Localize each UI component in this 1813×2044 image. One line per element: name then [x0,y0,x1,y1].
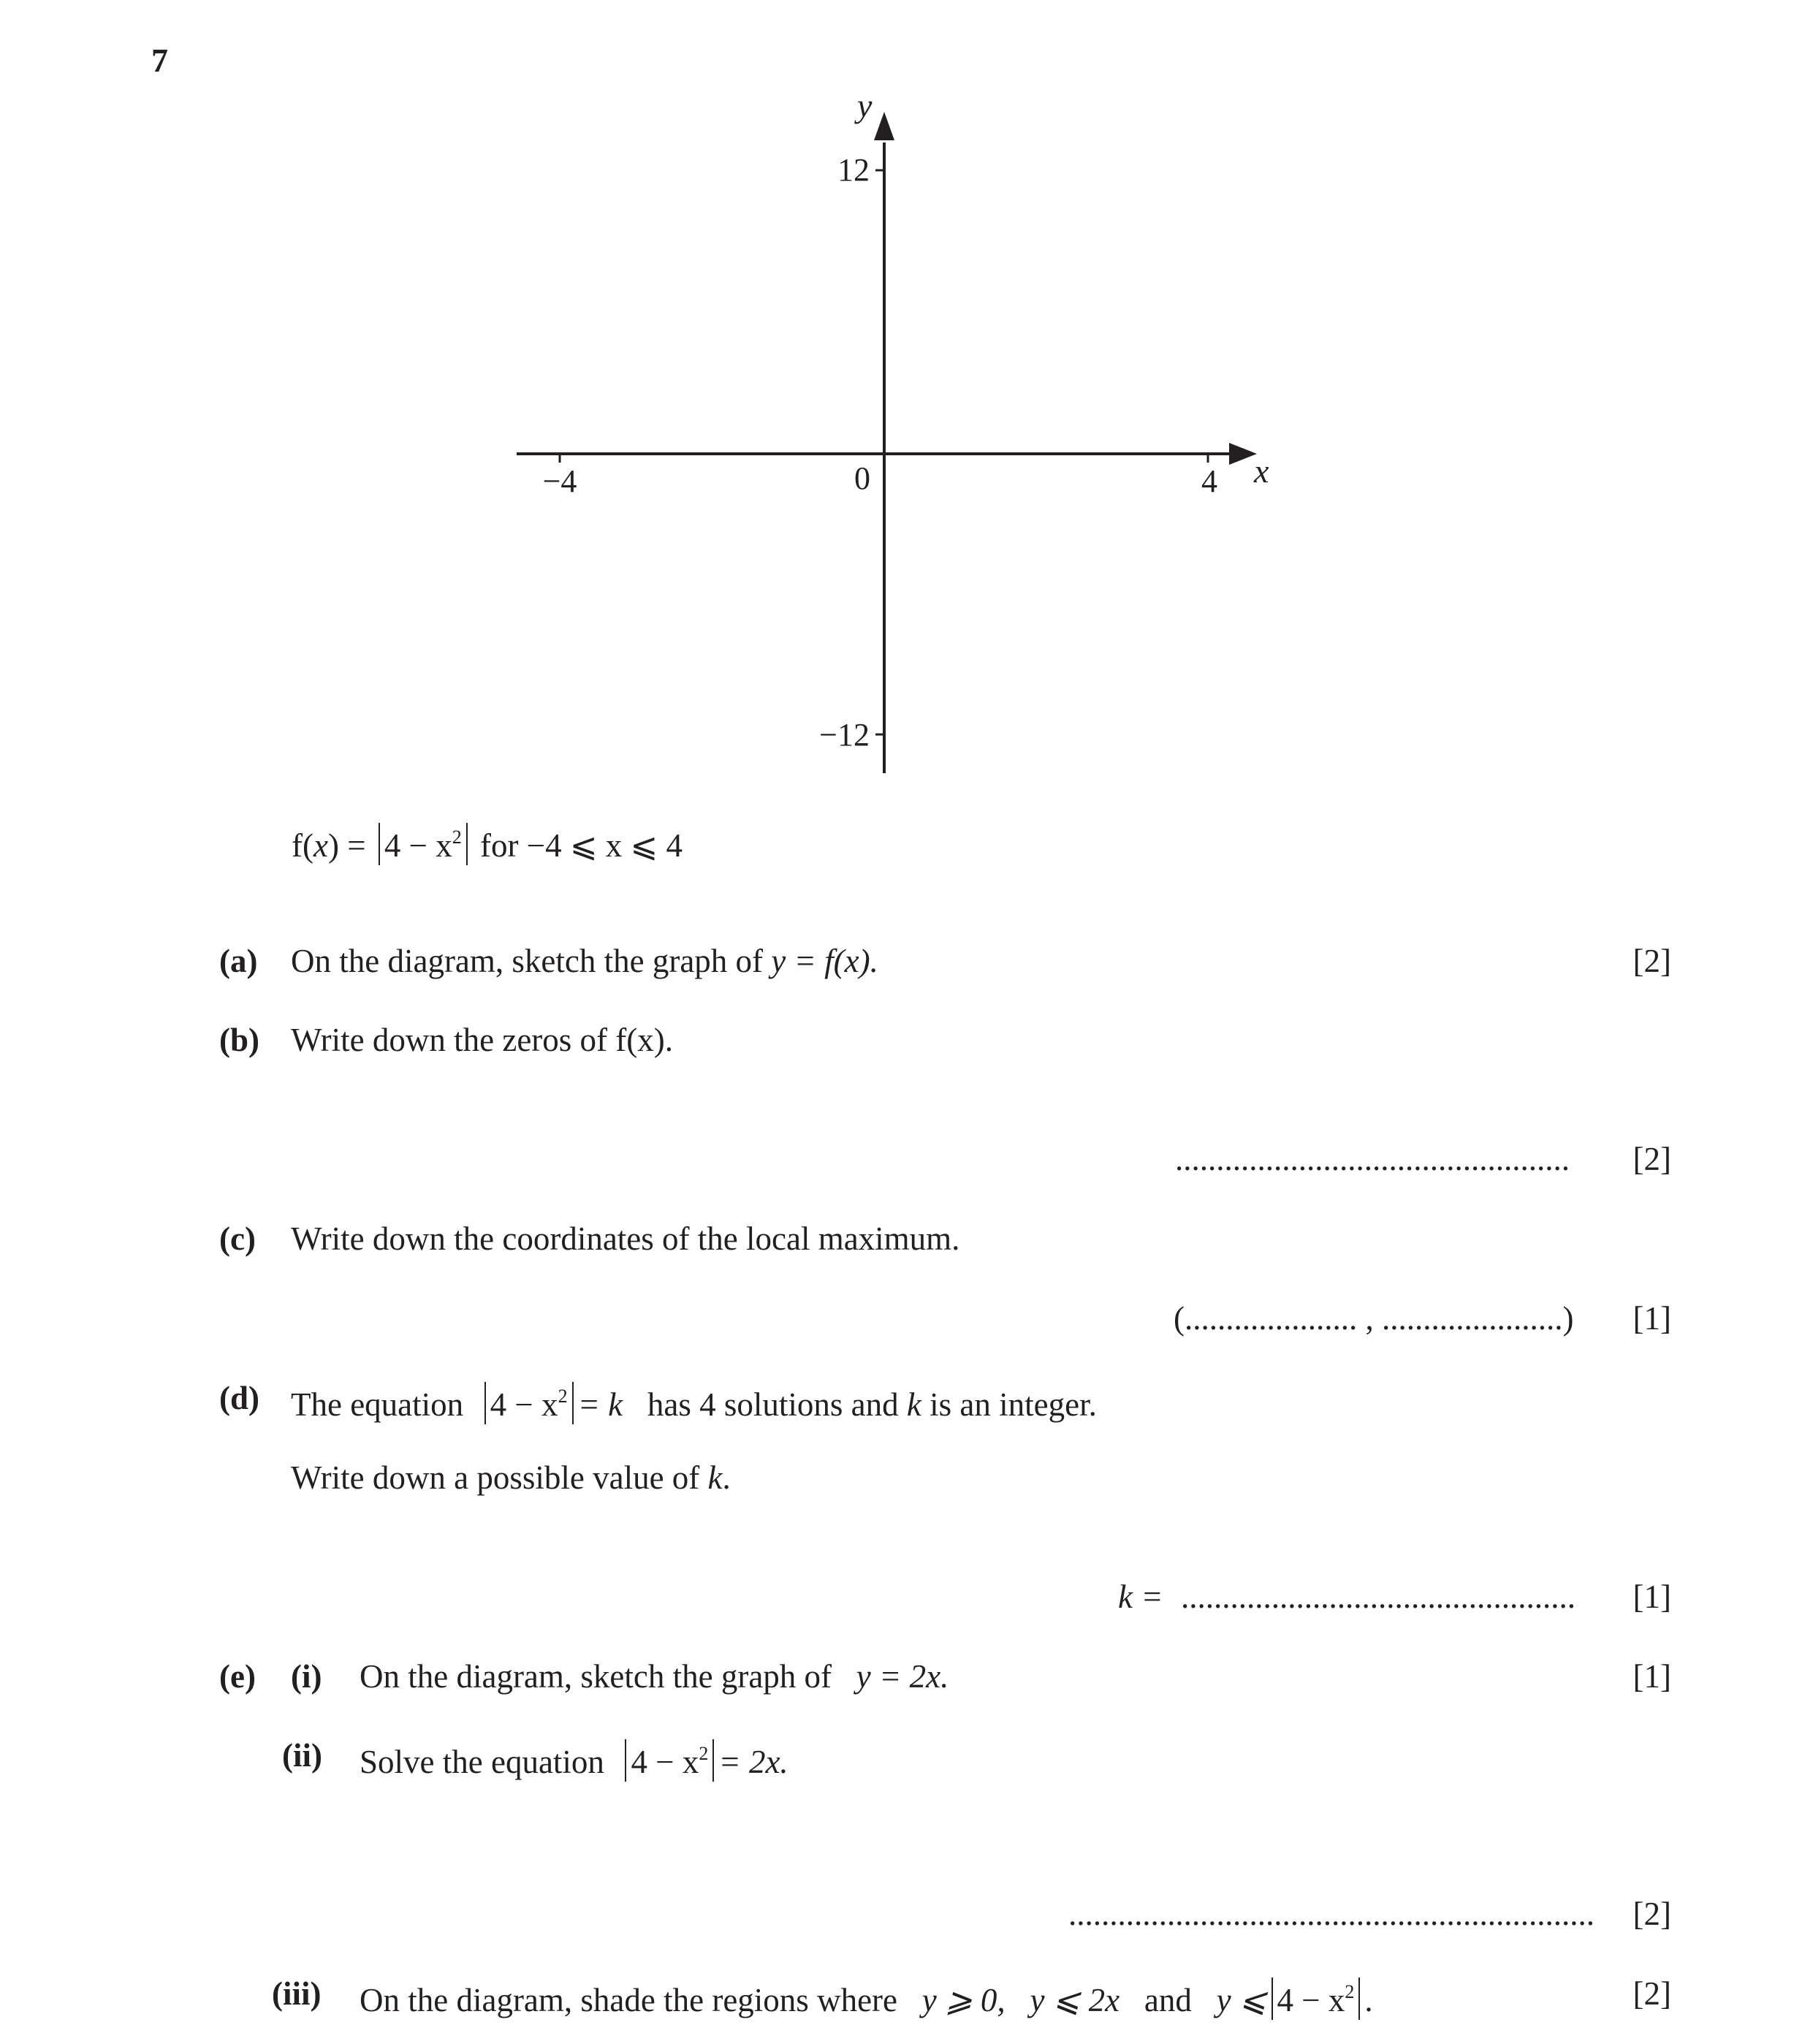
part-e-i-text: On the diagram, sketch the graph of y = 2x. [360,1658,949,1695]
part-d-label: (d) [219,1380,259,1416]
part-e-iii-marks: [2] [1633,1975,1671,2012]
x-axis-arrow [1229,443,1257,465]
part-e-i-marks: [1] [1633,1658,1671,1695]
part-c-text: Write down the coordinates of the local maximum. [291,1220,960,1257]
y-axis-arrow [874,112,894,140]
part-e-ii-answer-line[interactable]: ................................................................ [1068,1896,1595,1932]
part-d-text: The equation $4 - x^2 = k$ has 4 solutions and k is an integer. [291,1382,1097,1424]
part-b-text: Write down the zeros of f(x). [291,1022,673,1058]
part-e-label: (e) [219,1658,256,1695]
part-c-label: (c) [219,1220,256,1257]
part-d-line2: Write down a possible value of k. [291,1459,731,1496]
fx-exponent: 2 [452,827,462,848]
question-number: 7 [151,42,168,79]
part-b-marks: [2] [1633,1141,1671,1177]
part-d-answer-line[interactable]: ................................................ [1181,1578,1576,1615]
part-a-marks: [2] [1633,943,1671,979]
part-a-label: (a) [219,943,258,979]
part-e-iii-text: On the diagram, shade the regions where y ⩾ 0, y ⩽ 2x and y ⩽ $4 - x^2$ . [360,1977,1373,2020]
part-a-text: On the diagram, sketch the graph of y = f(x). [291,943,878,979]
axes-diagram [0,0,1813,804]
part-e-ii-label: (ii) [282,1737,322,1774]
fx-var: x [313,827,328,864]
part-e-ii-text: Solve the equation $4 - x^2 = 2x$. [360,1739,788,1782]
part-b-label: (b) [219,1022,259,1058]
part-b-answer-line[interactable]: ................................................ [1175,1141,1570,1177]
y-axis-label: y [857,87,873,124]
part-e-i-label: (i) [291,1658,322,1695]
part-c-marks: [1] [1633,1300,1671,1337]
fx-lhs: f( [292,827,313,864]
fx-abs-inner: 4 − x [384,827,452,864]
x-tick-label-minus4: −4 [542,463,577,499]
x-tick-label-0: 0 [854,460,870,496]
part-d-marks: [1] [1633,1578,1671,1615]
part-e-ii-marks: [2] [1633,1896,1671,1932]
y-tick-label-minus12: −12 [819,717,870,753]
fx-equals: ) = [327,827,374,864]
function-definition [292,823,683,865]
fx-domain: for −4 ⩽ x ⩽ 4 [471,827,683,864]
part-e-iii-label: (iii) [272,1975,322,2012]
y-tick-label-12: 12 [837,152,870,188]
x-axis-label: x [1254,452,1269,490]
x-tick-label-4: 4 [1201,463,1217,499]
part-d-answer-prefix: k = [1118,1578,1163,1615]
part-c-answer-line[interactable]: (..................... , ......................) [1174,1300,1574,1337]
